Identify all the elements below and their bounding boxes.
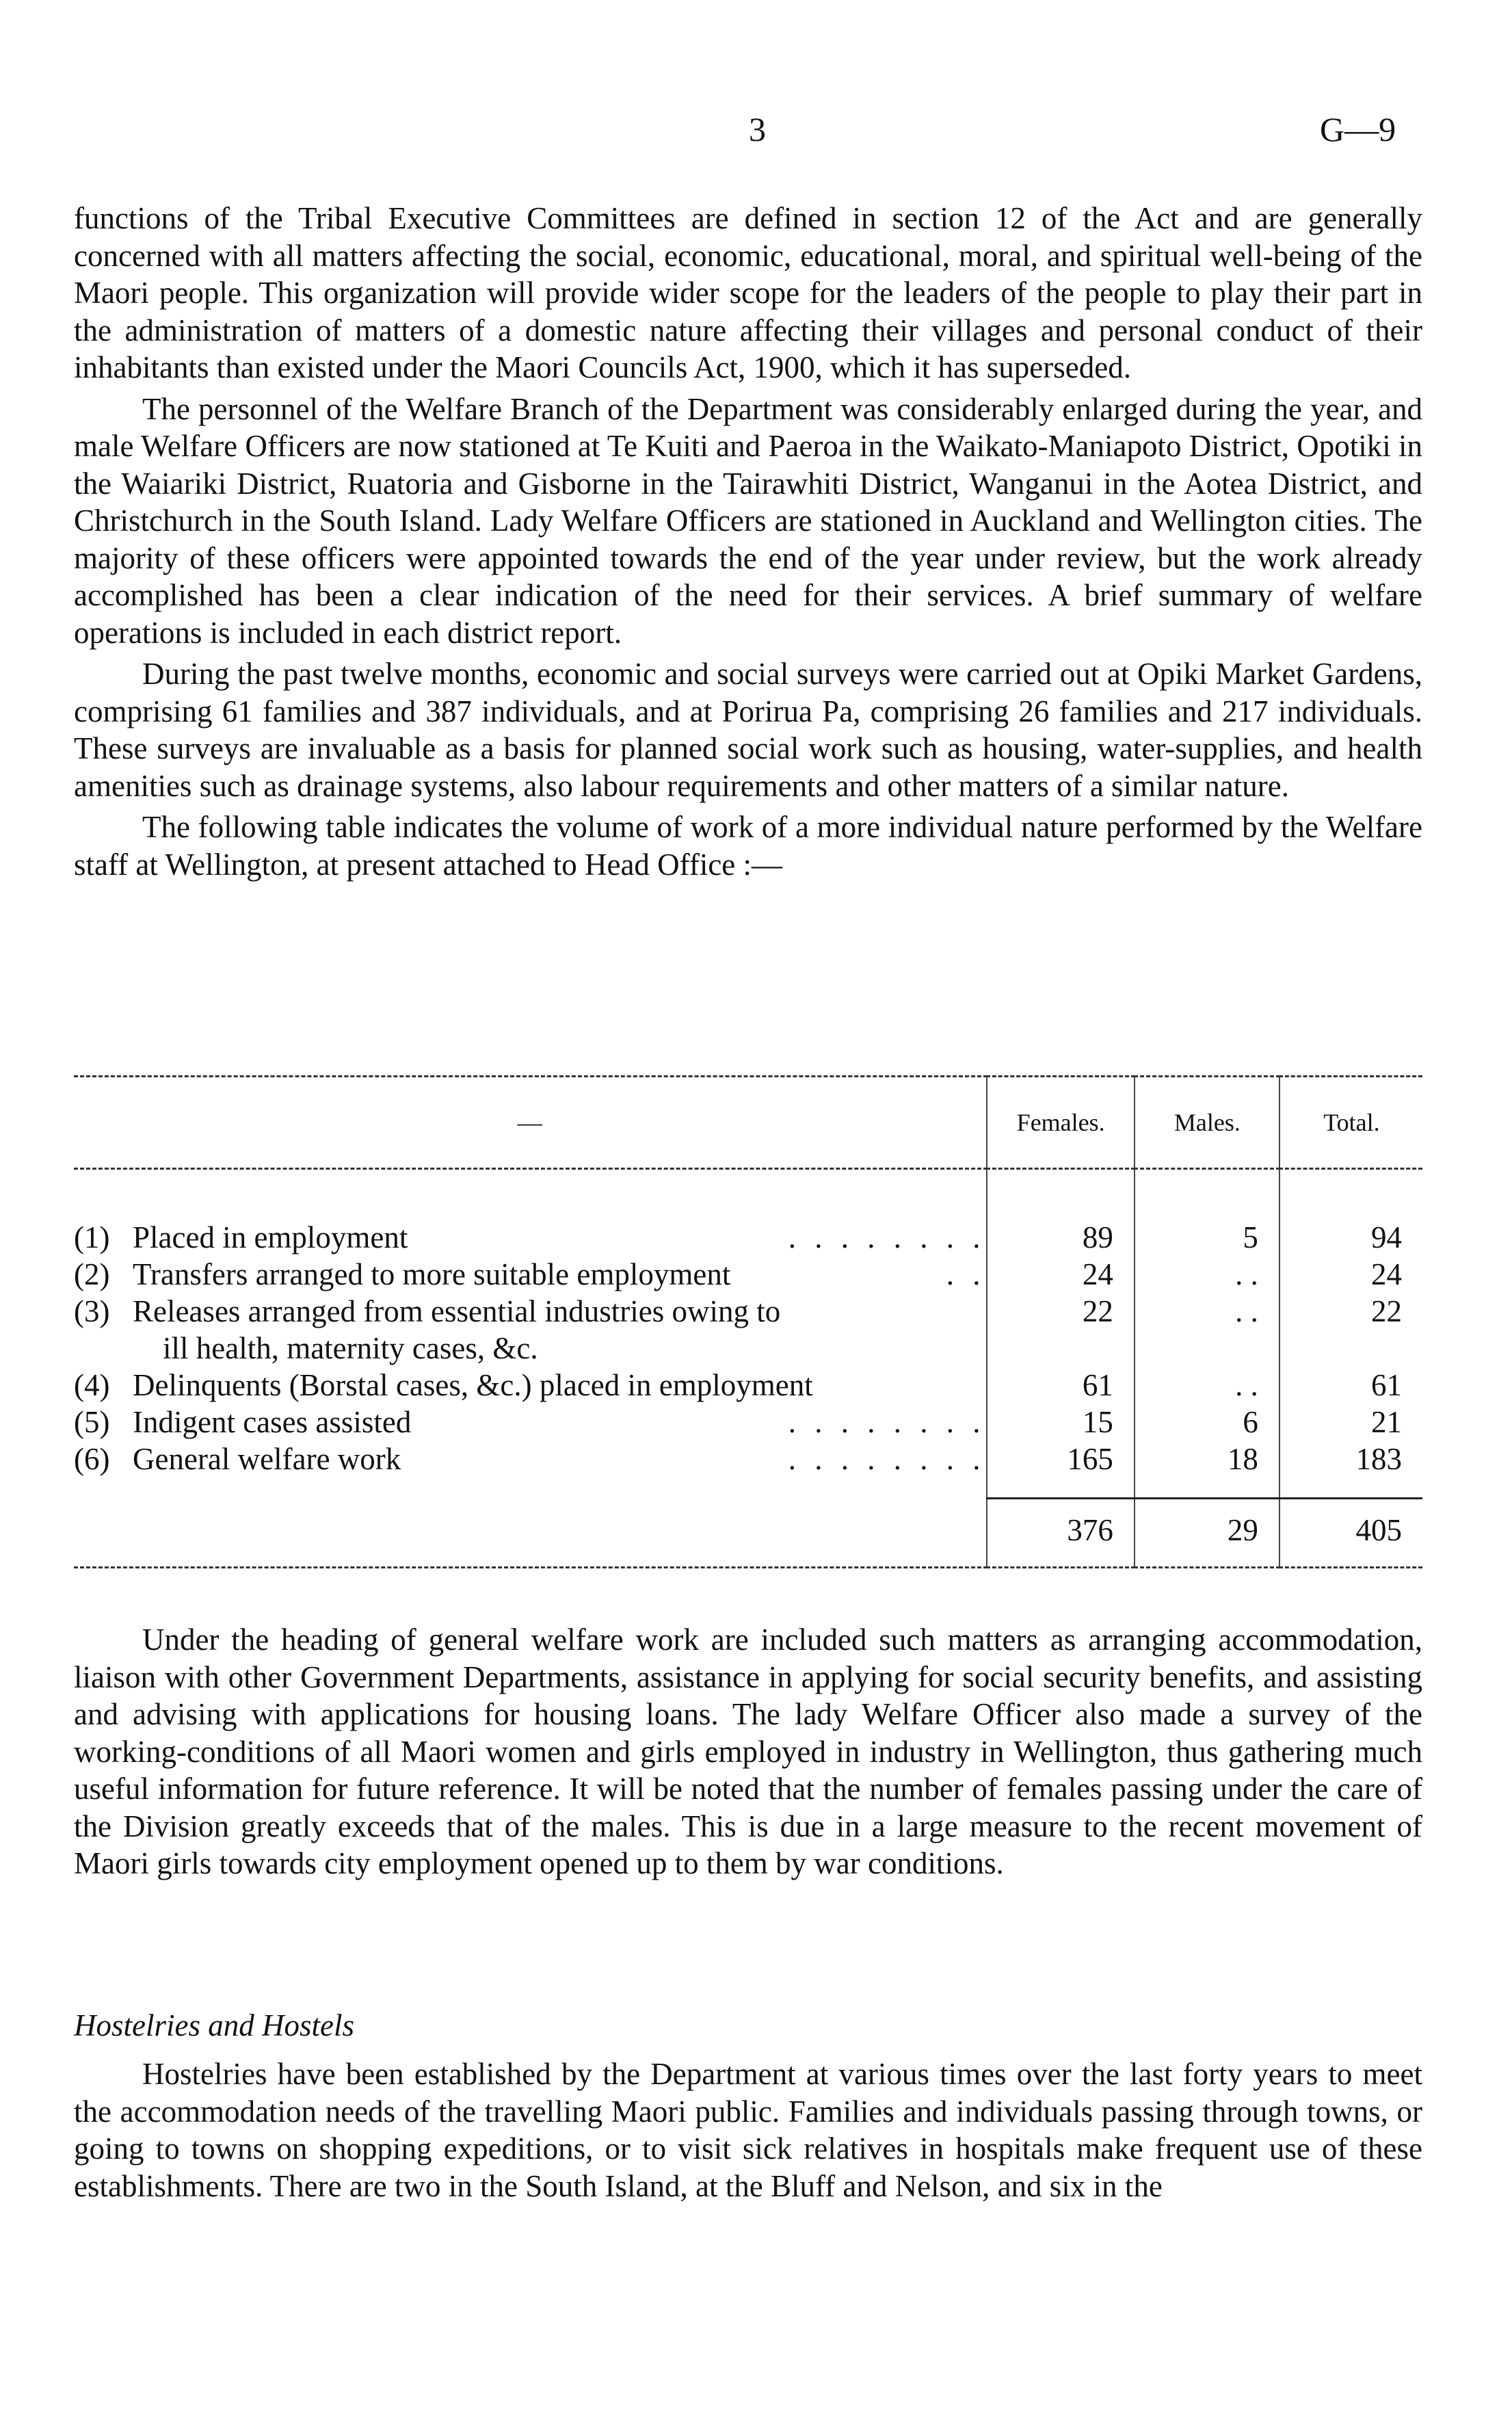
totals-row xyxy=(74,1498,1422,1568)
paragraph: Under the heading of general welfare work are included such matters as arranging accommodation, liaison with other Government Departments, assistance in applying for social security benefits, and assisting and advising with applications for housing loans. The lady Welfare Officer also made a survey of the working-conditions of all Maori women and girls employed in industry in Wellington, thus gathering much useful information for future reference. It will be noted that the number of females passing under the care of the Division greatly exceeds that of the males. This is due in a large measure to the recent movement of Maori girls towards city employment opened up to them by war conditions. xyxy=(74,1622,1422,1880)
females-total: 376 xyxy=(987,1498,1135,1568)
section-heading: Hostelries and Hostels xyxy=(74,2008,354,2042)
row-label xyxy=(74,1293,987,1367)
intro-text xyxy=(74,200,1422,887)
females-cell: 24 xyxy=(987,1256,1135,1293)
row-label xyxy=(74,1367,987,1404)
document-reference: G—9 xyxy=(1320,110,1396,148)
row-description-continued: ill health, maternity cases, &c. xyxy=(163,1331,538,1365)
paragraph: Hostelries have been established by the Department at various times over the last forty years to meet the accommodation needs of the travelling Maori public. Families and individuals passing through towns, or going to towns on shopping expeditions, or to visit sick relatives in hospitals make frequent use of these establishments. There are two in the South Island, at the Bluff and Nelson, and six in the xyxy=(74,2057,1422,2203)
table-row xyxy=(74,1441,1422,1477)
paragraph: The personnel of the Welfare Branch of the Department was considerably enlarged during the year, and male Welfare Officers are now stationed at Te Kuiti and Paeroa in the Waikato-Maniapoto District, Opotiki in the Waiariki District, Ruatoria and Gisborne in the Tairawhiti District, Wanganui in the Aotea District, and Christchurch in the South Island. Lady Welfare Officers are stationed in Auckland and Wellington cities. The majority of these officers were appointed towards the end of the year under review, but the work already accomplished has been a clear indication of the need for their services. A brief summary of welfare operations is included in each district report. xyxy=(74,391,1422,650)
females-cell: 61 xyxy=(987,1367,1135,1404)
row-number: (4) xyxy=(74,1368,110,1402)
grand-total: 405 xyxy=(1279,1498,1422,1568)
males-cell: 6 xyxy=(1135,1404,1279,1441)
males-cell: 18 xyxy=(1135,1441,1279,1477)
paragraph: During the past twelve months, economic and social surveys were carried out at Opiki Market Gardens, comprising 61 families and 387 individuals, and at Porirua Pa, comprising 26 families and 217 individuals. These surveys are invaluable as a basis for planned social work such as housing, water-supplies, and health amenities such as drainage systems, also labour requirements and other matters of a similar nature. xyxy=(74,657,1422,803)
column-header-males: Males. xyxy=(1135,1077,1279,1169)
total-cell: 22 xyxy=(1279,1293,1422,1367)
row-label xyxy=(74,1256,987,1293)
leader-dots: . . . . . . . . xyxy=(788,1220,986,1254)
row-description: Transfers arranged to more suitable employment xyxy=(133,1257,731,1291)
females-cell: 22 xyxy=(987,1293,1135,1367)
row-number: (2) xyxy=(74,1257,110,1291)
row-number: (5) xyxy=(74,1405,110,1439)
table-row xyxy=(74,1256,1422,1293)
females-cell: 15 xyxy=(987,1404,1135,1441)
row-number: (1) xyxy=(74,1220,110,1254)
total-cell: 94 xyxy=(1279,1219,1422,1256)
leader-dots: . . xyxy=(946,1257,986,1291)
table-header-row xyxy=(74,1077,1422,1169)
leader-dots: . . . . . . . . xyxy=(788,1405,986,1439)
row-number: (6) xyxy=(74,1442,110,1476)
females-cell: 89 xyxy=(987,1219,1135,1256)
row-description: Indigent cases assisted xyxy=(133,1405,412,1439)
males-cell: . . xyxy=(1135,1256,1279,1293)
row-description: Placed in employment xyxy=(133,1220,408,1254)
total-cell: 61 xyxy=(1279,1367,1422,1404)
column-header-females: Females. xyxy=(987,1077,1135,1169)
females-cell: 165 xyxy=(987,1441,1135,1477)
row-description: Releases arranged from essential industries owing to xyxy=(133,1294,781,1328)
row-label xyxy=(74,1404,987,1441)
table-row xyxy=(74,1367,1422,1404)
row-number: (3) xyxy=(74,1294,110,1328)
table-row xyxy=(74,1219,1422,1256)
total-cell: 24 xyxy=(1279,1256,1422,1293)
hostelries-text xyxy=(74,2055,1422,2209)
post-table-text xyxy=(74,1621,1422,1887)
total-cell: 21 xyxy=(1279,1404,1422,1441)
row-description: General welfare work xyxy=(133,1442,401,1476)
welfare-work-table xyxy=(74,1075,1422,1571)
page-number: 3 xyxy=(749,110,766,148)
males-cell: . . xyxy=(1135,1367,1279,1404)
males-total: 29 xyxy=(1135,1498,1279,1568)
row-label xyxy=(74,1219,987,1256)
males-cell: 5 xyxy=(1135,1219,1279,1256)
males-cell: . . xyxy=(1135,1293,1279,1367)
paragraph: functions of the Tribal Executive Committees are defined in section 12 of the Act and are generally concerned with all matters affecting the social, economic, educational, moral, and spiritual well-being of the Maori people. This organization will provide wider scope for the leaders of the people to play their part in the administration of matters of a domestic nature affecting their villages and personal conduct of their inhabitants than existed under the Maori Councils Act, 1900, which it has superseded. xyxy=(74,201,1422,384)
total-cell: 183 xyxy=(1279,1441,1422,1477)
paragraph: The following table indicates the volume of work of a more individual nature performed by the Welfare staff at Wellington, at present attached to Head Office :— xyxy=(74,810,1422,882)
table-row xyxy=(74,1404,1422,1441)
column-header-total: Total. xyxy=(1279,1077,1422,1169)
row-description: Delinquents (Borstal cases, &c.) placed in employment xyxy=(133,1368,813,1402)
table-row xyxy=(74,1293,1422,1367)
row-label xyxy=(74,1441,987,1477)
column-header-blank: — xyxy=(517,1109,542,1136)
leader-dots: . . . . . . . . xyxy=(788,1442,986,1476)
